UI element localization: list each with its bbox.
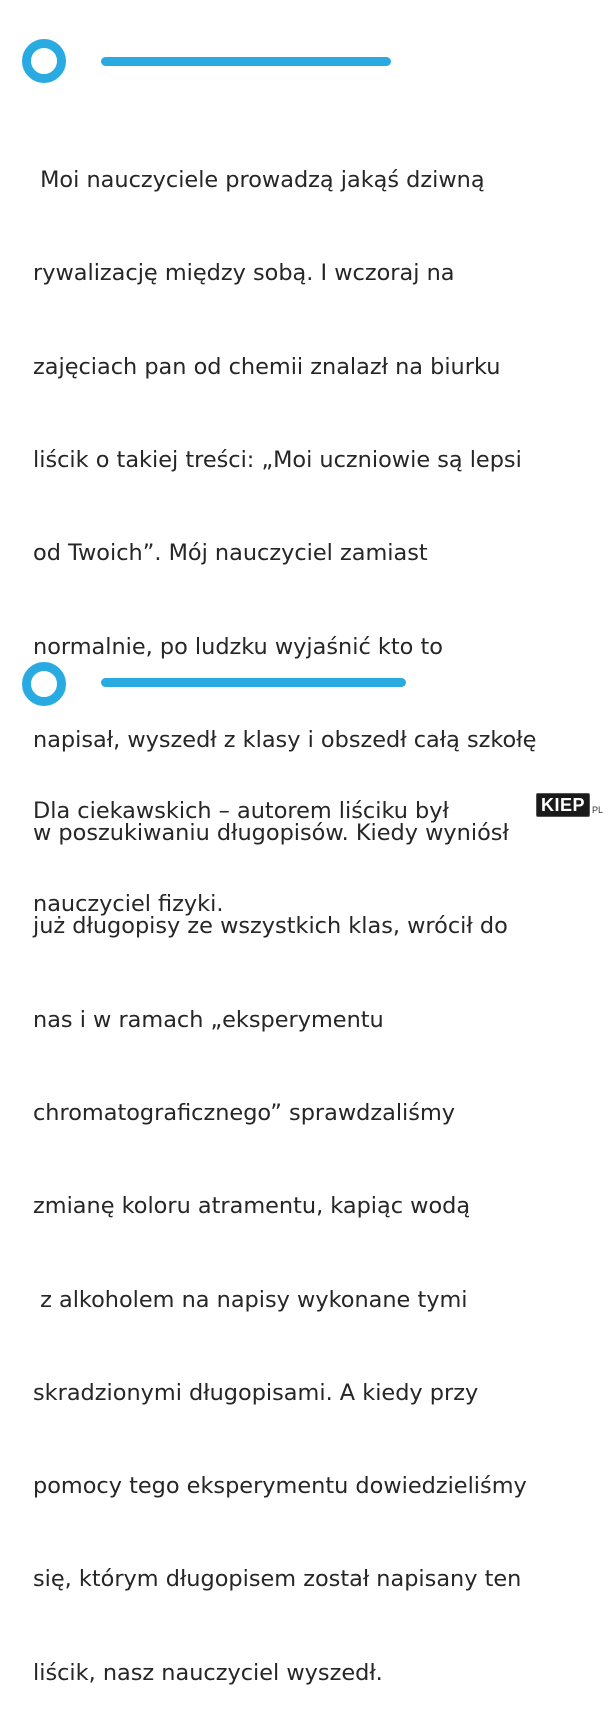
footnote-line: Dla ciekawskich – autorem liściku był <box>33 798 449 824</box>
story-line: Moi nauczyciele prowadzą jakąś dziwną <box>33 167 485 194</box>
circle-icon <box>22 39 66 83</box>
story-line: od Twoich”. Mój nauczyciel zamiast <box>33 540 428 567</box>
watermark-logo <box>536 793 603 817</box>
story-line: pomocy tego eksperymentu dowiedzieliśmy <box>33 1473 527 1500</box>
story-line: w poszukiwaniu długopisów. Kiedy wyniósł <box>33 820 509 847</box>
divider-top <box>0 17 610 97</box>
divider-line <box>101 678 406 687</box>
story-line: już długopisy ze wszystkich klas, wrócił do <box>33 913 508 940</box>
footnote-line: nauczyciel fizyki. <box>33 891 224 917</box>
story-line: zmianę koloru atramentu, kapiąc wodą <box>33 1193 471 1220</box>
story-line: się, którym długopisem został napisany ten <box>33 1566 522 1593</box>
divider-bottom <box>0 640 610 720</box>
story-line: chromatograficznego” sprawdzaliśmy <box>33 1100 455 1126</box>
footnote-text <box>33 734 553 951</box>
story-line: napisał, wyszedł z klasy i obszedł całą szkołę <box>33 726 537 753</box>
story-line: zajęciach pan od chemii znalazł na biurku <box>33 353 501 380</box>
story-line: liścik, nasz nauczyciel wyszedł. <box>33 1659 383 1686</box>
story-line: z alkoholem na napisy wykonane tymi <box>33 1286 468 1313</box>
story-line: nas i w ramach „eksperymentu <box>33 1006 384 1033</box>
watermark-suffix: PL <box>592 805 604 815</box>
story-line: liścik o takiej treści: „Moi uczniowie są lepsi <box>33 447 522 474</box>
story-line: rywalizację między sobą. I wczoraj na <box>33 260 455 287</box>
circle-icon <box>22 662 66 706</box>
story-line: skradzionymi długopisami. A kiedy przy <box>33 1379 479 1406</box>
divider-line <box>101 57 391 66</box>
story-line: normalnie, po ludzku wyjaśnić kto to <box>33 633 443 660</box>
watermark-brand: KIEP <box>536 793 590 817</box>
